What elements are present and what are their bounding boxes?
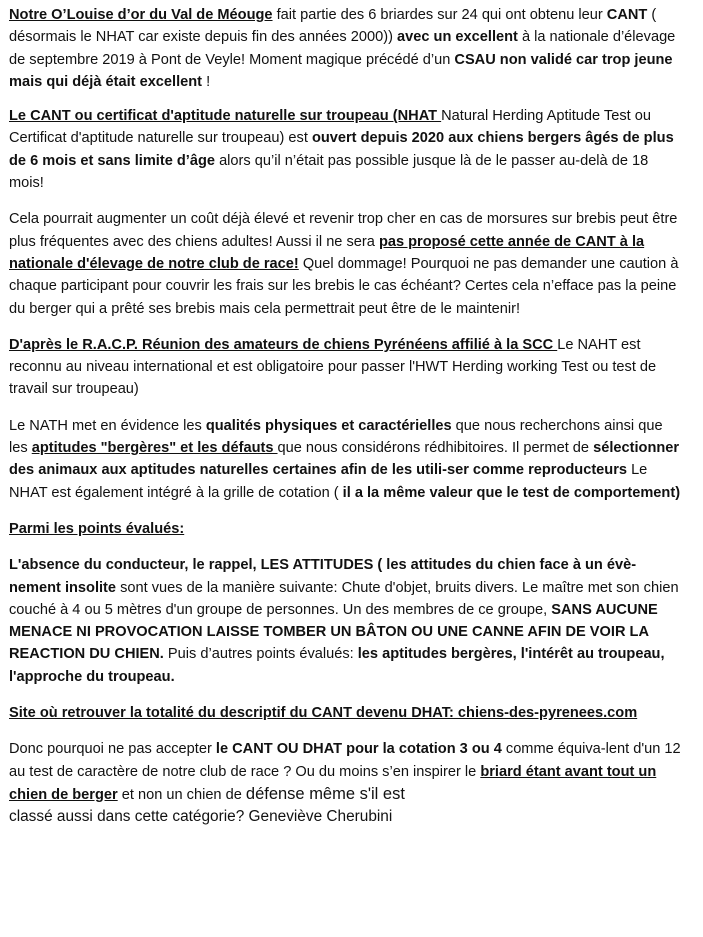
cant-heading-underlined: Le CANT ou certificat d'aptitude naturelle sur troupeau (NHAT: [9, 108, 442, 125]
text-span-bold: qualités physiques et caractérielles: [205, 417, 452, 434]
section-heading: Parmi les points évalués:: [9, 520, 185, 537]
racp-heading-underlined: D'après le R.A.C.P. Réunion des amateurs de chiens Pyrénéens affilié à la SCC: [9, 336, 558, 353]
paragraph-evaluated-points: [9, 554, 683, 688]
text-span-bold: L'absence du conducteur, le rappel, LES ATTITUDES ( les attitudes du chien face à un évè-nement insolite: [9, 557, 637, 596]
text-span-bold-underlined: aptitudes "bergères" et les défauts: [31, 440, 278, 457]
text-span: ( désormais le NHAT car existe depuis fin des années 2000)): [9, 7, 657, 46]
paragraph-site-reference: [9, 702, 683, 724]
text-span: Donc pourquoi ne pas accepter: [9, 741, 216, 758]
text-span-bold: le CANT OU DHAT pour la cotation 3 ou 4: [215, 741, 502, 758]
text-span-bold-underlined: briard étant avant tout un chien de berger: [9, 763, 657, 803]
dog-name-link: Notre O’Louise d’or du Val de Méouge: [9, 7, 273, 23]
paragraph-points-heading: [9, 518, 683, 540]
text-span: à la nationale d’élevage de septembre 2019 à Pont de Veyle! Moment magique précédé d’un: [9, 29, 676, 68]
text-span: Le NAHT est reconnu au niveau international et est obligatoire pour passer l'HWT Herding working Test ou test de travail sur troupeau): [9, 336, 657, 398]
text-span: Puis d’autres points évalués:: [163, 646, 358, 663]
paragraph-conclusion: [9, 738, 683, 828]
closing-and-signature: classé aussi dans cette catégorie? Geneviève Cherubini: [9, 808, 393, 826]
paragraph-cost-concern: [9, 208, 683, 319]
text-span-large: défense même s'il est: [245, 784, 405, 803]
text-span: !: [202, 73, 211, 90]
text-span: comme équiva-lent d'un 12 au test de caractère de notre club de race ? Ou du moins s’en inspirer le: [9, 741, 681, 780]
text-span-bold: il a la même valeur que le test de comportement): [342, 484, 681, 501]
text-span-bold: SANS AUCUNE MENACE NI PROVOCATION LAISSE TOMBER UN BÂTON OU UNE CANNE AFIN DE VOIR LA REACTION DU CHIEN.: [9, 601, 658, 663]
text-span: Cela pourrait augmenter un coût déjà élevé et revenir trop cher en cas de morsures sur brebis peut être plus fréquentes avec des chiens adultes! Aussi il ne sera: [9, 211, 678, 250]
text-span-bold: les aptitudes bergères, l'intérêt au troupeau, l'approche du troupeau.: [9, 646, 665, 685]
paragraph-olouise-result: [9, 4, 683, 93]
text-span: Natural Herding Aptitude Test ou Certificat d'aptitude naturelle sur troupeau) est: [9, 108, 651, 147]
text-span-bold: ouvert depuis 2020 aux chiens bergers âgés de plus de 6 mois et sans limite d’âge: [9, 130, 674, 169]
paragraph-nath-qualities: [9, 415, 683, 504]
text-span-bold: avec un excellent: [397, 29, 518, 46]
text-span: Le NATH met en évidence les: [9, 417, 206, 434]
text-span: fait partie des 6 briardes sur 24 qui ont obtenu leur: [272, 7, 607, 23]
text-span: et non un chien de: [117, 786, 246, 803]
text-span: sont vues de la manière suivante: Chute d'objet, bruits divers. Le maître met son chien couché à 4 ou 5 mètres d'un groupe de personnes. Un des membres de ce groupe,: [9, 579, 679, 618]
text-span-bold: CANT: [606, 7, 648, 23]
text-span: alors qu’il n’était pas possible jusque là de le passer au-delà de 18 mois!: [9, 152, 649, 192]
text-span: que nous considérons rédhibitoires. Il permet de: [277, 440, 594, 457]
text-span-bold: sélectionner des animaux aux aptitudes naturelles certaines afin de les utili-ser comme reproducteurs: [9, 440, 680, 479]
text-span: Le NHAT est également intégré à la grille de cotation (: [9, 462, 648, 501]
text-span: que nous recherchons ainsi que les: [9, 417, 663, 457]
paragraph-cant-definition: [9, 105, 683, 194]
paragraph-racp: [9, 334, 683, 401]
text-span: Quel dommage! Pourquoi ne pas demander une caution à chaque participant pour couvrir les frais sur les brebis le cas échéant? Certes cela n’efface pas la peine du berger qui a prêté ses brebis mais cela permettrait peut être de le maintenir!: [9, 255, 679, 317]
site-reference-text: Site où retrouver la totalité du descriptif du CANT devenu DHAT: chiens-des-pyrenees.com: [9, 705, 638, 722]
text-span-bold-underlined: pas proposé cette année de CANT à la nationale d'élevage de notre club de race!: [9, 233, 645, 272]
text-span-bold: CSAU non validé car trop jeune mais qui déjà était excellent: [9, 51, 673, 90]
